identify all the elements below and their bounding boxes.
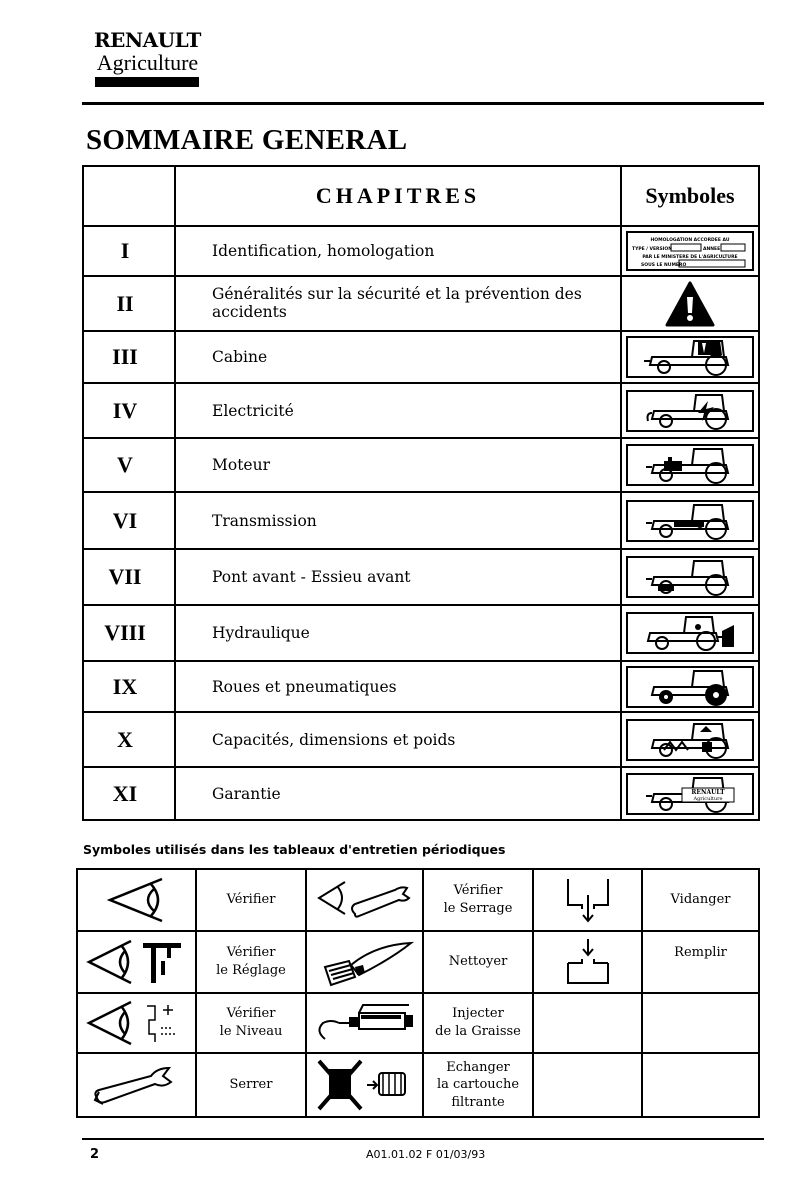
legend-empty-cell [534,1054,643,1116]
legend-label-echanger-2: la cartouche [436,1077,520,1093]
table-row [84,766,758,819]
plate-line3: PAR LE MINISTERE DE L'AGRICULTURE [642,255,738,260]
eye-icon [102,875,172,925]
eye-caliper-icon [85,937,189,987]
table-row [84,437,758,491]
legend-label-serrer: Serrer [229,1077,273,1093]
chapter-num: IX [84,662,176,711]
chapter-label: Cabine [212,348,268,366]
chapter-num: VIII [84,606,176,660]
legend-label-cell [197,932,307,994]
legend-label-echanger-3: filtrante [451,1094,505,1110]
legend-icon-cell [78,994,197,1054]
chapter-num: V [84,439,176,491]
filter-replace-icon [315,1057,415,1113]
table-row [84,330,758,382]
header-num-cell [84,167,176,225]
legend-label-cell [424,932,534,994]
chapter-num: I [84,227,176,275]
fill-icon [564,937,612,987]
chapters-table [82,165,760,821]
legend-label-cell [424,870,534,932]
legend-empty-cell [643,1054,758,1116]
legend-label-verifier-serrage-2: le Serrage [443,901,513,916]
legend-label-injecter-1: Injecter [452,1006,504,1022]
tractor-transmission-icon [626,500,754,542]
page-number: 2 [90,1147,100,1162]
legend-icon-cell [78,1054,197,1116]
legend-label-cell [643,932,758,994]
homologation-plate-icon [626,231,754,271]
chapter-label: Roues et pneumatiques [212,677,397,696]
legend-label-injecter-2: de la Graisse [435,1024,521,1039]
chapter-label: Capacités, dimensions et poids [212,730,456,749]
tractor-hydraulic-icon [626,612,754,654]
legend-empty-cell [643,994,758,1054]
legend-label-verifier: Vérifier [226,892,276,908]
legend-label-verifier-reglage-1: Vérifier [226,945,276,961]
tractor-warranty-icon [626,773,754,815]
legend-label-echanger-1: Echanger [446,1059,510,1075]
legend-label-cell [424,994,534,1054]
tractor-electricity-icon [626,390,754,432]
plate-line4: SOUS LE NUMERO [641,263,687,268]
table-row [84,604,758,660]
chapter-num: VI [84,493,176,548]
logo-sub: Agriculture [96,50,199,75]
legend-label-remplir: Remplir [674,945,727,960]
legend-icon-cell [307,932,424,994]
legend-label-cell [197,1054,307,1116]
table-row [84,548,758,604]
footer-rule [82,1138,764,1140]
legend-label-verifier-serrage-1: Vérifier [453,883,503,899]
header-rule [82,102,764,105]
legend-icon-cell [534,870,643,932]
eye-wrench-icon [315,878,415,922]
chapter-num: IV [84,384,176,437]
table-row [84,275,758,330]
tractor-cabin-icon [626,336,754,378]
wrench-icon [91,1062,183,1108]
legend-icon-cell [78,870,197,932]
legend-label-cell [197,994,307,1054]
legend-icon-cell [307,870,424,932]
chapter-num: III [84,332,176,382]
document-reference: A01.01.02 F 01/03/93 [366,1148,486,1161]
warranty-logo-brand: RENAULT [691,788,725,796]
legend-label-nettoyer: Nettoyer [448,954,508,970]
chapter-label: Pont avant - Essieu avant [212,568,411,586]
chapter-label: Moteur [212,456,270,474]
legend-icon-cell [307,994,424,1054]
legend-subtitle: Symboles utilisés dans les tableaux d'entretien périodiques [83,842,506,857]
eye-level-icon [85,998,189,1048]
legend-label-verifier-niveau-2: le Niveau [219,1024,283,1039]
brush-icon [315,935,415,989]
chapter-label: Identification, homologation [212,242,435,260]
table-header-row [84,167,758,225]
legend-label-cell [424,1054,534,1116]
legend-icon-cell [78,932,197,994]
legend-empty-cell [534,994,643,1054]
page-title: SOMMAIRE GENERAL [86,124,408,156]
tractor-engine-icon [626,444,754,486]
tractor-wheels-icon [626,666,754,708]
tractor-front-axle-icon [626,556,754,598]
logo-bar [95,77,199,87]
table-row [84,382,758,437]
chapter-label: Hydraulique [212,624,310,642]
grease-gun-icon [313,1001,417,1045]
plate-line2b: ANNEE [703,247,721,252]
table-row [84,660,758,711]
table-row [84,711,758,766]
tractor-capacities-icon [626,719,754,761]
logo-brand: RENAULT [94,28,201,52]
legend-label-cell [197,870,307,932]
chapter-label: Généralités sur la sécurité et la prévention des accidents [212,284,582,321]
header-chapitres: CHAPITRES [315,183,481,208]
warning-triangle-icon [665,281,715,327]
chapter-num: XI [84,768,176,819]
drain-icon [564,875,612,925]
legend-label-vidanger: Vidanger [670,892,731,908]
table-row [84,491,758,548]
chapter-label: Electricité [212,401,294,420]
legend-icon-cell [534,932,643,994]
warranty-logo-sub: Agriculture [693,795,723,802]
chapter-num: II [84,277,176,330]
chapter-num: VII [84,550,176,604]
table-row [84,225,758,275]
legend-label-cell [643,870,758,932]
legend-label-verifier-niveau-1: Vérifier [226,1006,276,1022]
plate-line1: HOMOLOGATION ACCORDEE AU [650,238,730,243]
chapter-label: Garantie [212,784,281,803]
legend-icon-cell [307,1054,424,1116]
renault-agriculture-logo [94,30,201,87]
plate-line2: TYPE / VERSION [632,247,673,252]
chapter-label: Transmission [212,511,317,530]
header-symboles: Symboles [620,167,758,225]
legend-label-verifier-reglage-2: le Réglage [216,963,286,978]
maintenance-symbols-legend [76,868,760,1118]
chapter-num: X [84,713,176,766]
